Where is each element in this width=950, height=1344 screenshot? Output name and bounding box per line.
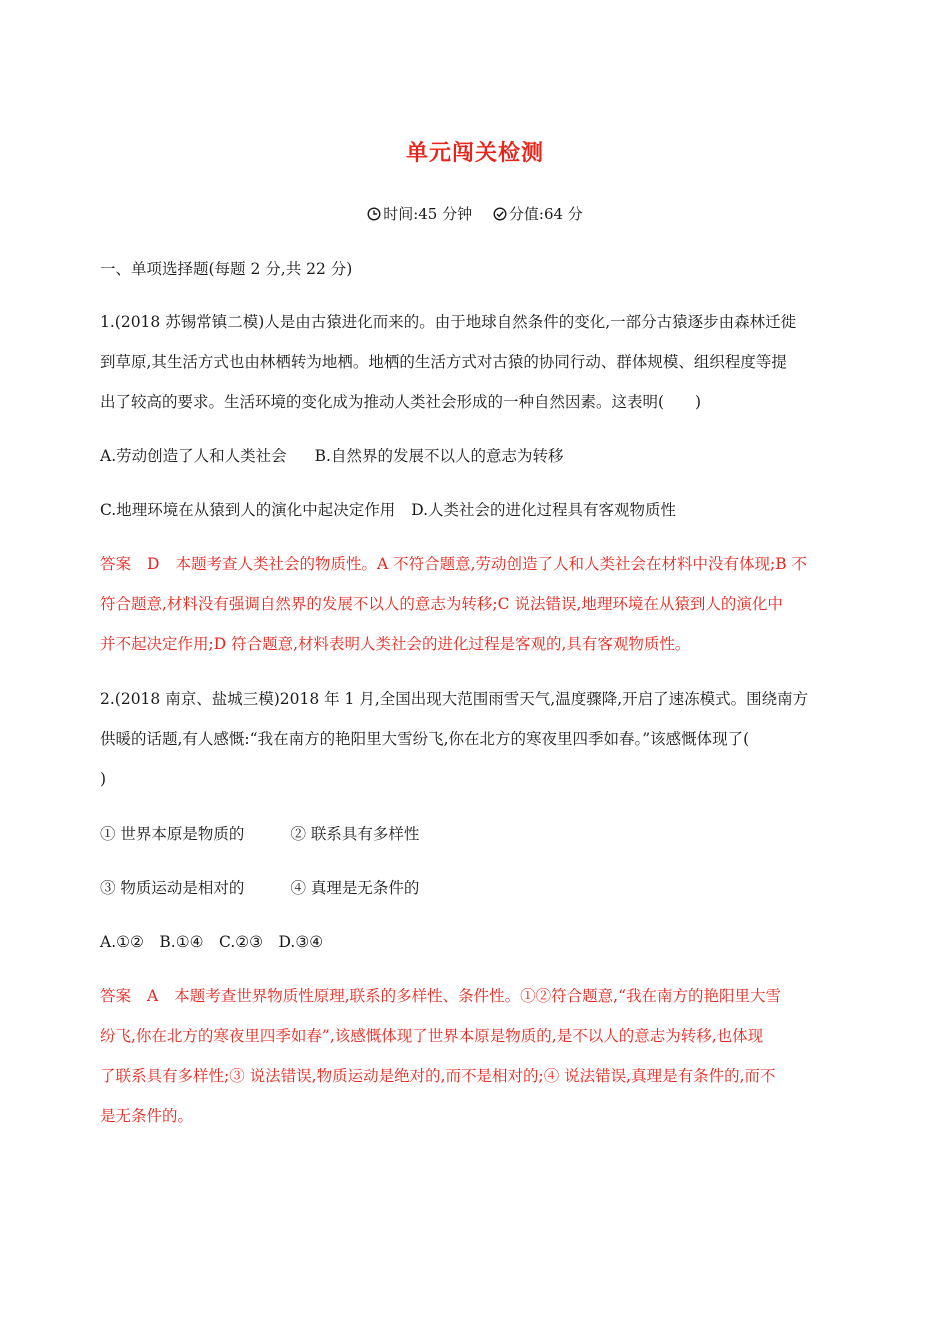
score-text: 分值:64 分	[508, 205, 583, 223]
check-circle-icon	[493, 207, 507, 221]
exam-meta	[0, 203, 950, 225]
q2-answer-line	[100, 986, 860, 1006]
q2-items-row-2	[100, 878, 860, 898]
clock-icon	[367, 207, 381, 221]
time-text: 时间:45 分钟	[383, 205, 473, 223]
section-heading: 一、单项选择题(每题 2 分,共 22 分)	[100, 260, 353, 278]
q2-item-2: ② 联系具有多样性	[290, 825, 420, 843]
q1-answer-line	[100, 554, 860, 574]
q2-item-4: ④ 真理是无条件的	[290, 879, 420, 897]
time-info	[367, 203, 472, 224]
q2-answer-letter: A	[147, 987, 159, 1005]
q1-explanation-line: 本题考查人类社会的物质性。A 不符合题意,劳动创造了人和人类社会在材料中没有体现;B 不	[175, 555, 808, 573]
q2-explanation-line: 纷飞,你在北方的寒夜里四季如春”,该感慨体现了世界本原是物质的,是不以人的意志为转移,也体现	[100, 1027, 764, 1045]
q2-stem-line: )	[100, 770, 107, 788]
q2-explanation-line: 是无条件的。	[100, 1107, 194, 1125]
q1-options-row-1	[100, 446, 860, 466]
q1-stem-line: 到草原,其生活方式也由林栖转为地栖。地栖的生活方式对古猿的协同行动、群体规模、组织程度等提	[100, 353, 787, 371]
q2-explanation-line: 本题考查世界物质性原理,联系的多样性、条件性。①②符合题意,“我在南方的艳阳里大雪	[174, 987, 781, 1005]
page-title: 单元闯关检测	[405, 141, 544, 166]
q1-stem-line: 1.(2018 苏锡常镇二模)人是由古猿进化而来的。由于地球自然条件的变化,一部分古猿逐步由森林迁徙	[100, 313, 797, 331]
q1-option-a: A.劳动创造了人和人类社会	[100, 447, 287, 465]
q1-option-c: C.地理环境在从猿到人的演化中起决定作用	[100, 501, 396, 519]
q2-stem-line: 2.(2018 南京、盐城三模)2018 年 1 月,全国出现大范围雨雪天气,温度骤降,开启了速冻模式。围绕南方	[100, 690, 809, 708]
q2-item-1: ① 世界本原是物质的	[100, 825, 245, 843]
score-info	[493, 203, 583, 224]
q1-explanation-line: 符合题意,材料没有强调自然界的发展不以人的意志为转移;C 说法错误,地理环境在从猿到人的演化中	[100, 595, 783, 613]
q1-answer-label: 答案	[100, 555, 132, 573]
q1-stem-line: 出了较高的要求。生活环境的变化成为推动人类社会形成的一种自然因素。这表明( )	[100, 393, 702, 411]
q1-option-b: B.自然界的发展不以人的意志为转移	[314, 447, 564, 465]
q1-option-d: D.人类社会的进化过程具有客观物质性	[411, 501, 677, 519]
q2-answer-label: 答案	[100, 987, 132, 1005]
q2-stem-line: 供暖的话题,有人感慨:“我在南方的艳阳里大雪纷飞,你在北方的寒夜里四季如春。”该感慨体现了(	[100, 730, 750, 748]
q2-items-row-1	[100, 824, 860, 844]
q1-options-row-2	[100, 500, 860, 520]
q2-options: A.①② B.①④ C.②③ D.③④	[100, 933, 324, 951]
q2-explanation-line: 了联系具有多样性;③ 说法错误,物质运动是绝对的,而不是相对的;④ 说法错误,真理是有条件的,而不	[100, 1067, 776, 1085]
q1-explanation-line: 并不起决定作用;D 符合题意,材料表明人类社会的进化过程是客观的,具有客观物质性。	[100, 635, 691, 653]
q1-answer-letter: D	[147, 555, 160, 573]
q2-item-3: ③ 物质运动是相对的	[100, 879, 245, 897]
